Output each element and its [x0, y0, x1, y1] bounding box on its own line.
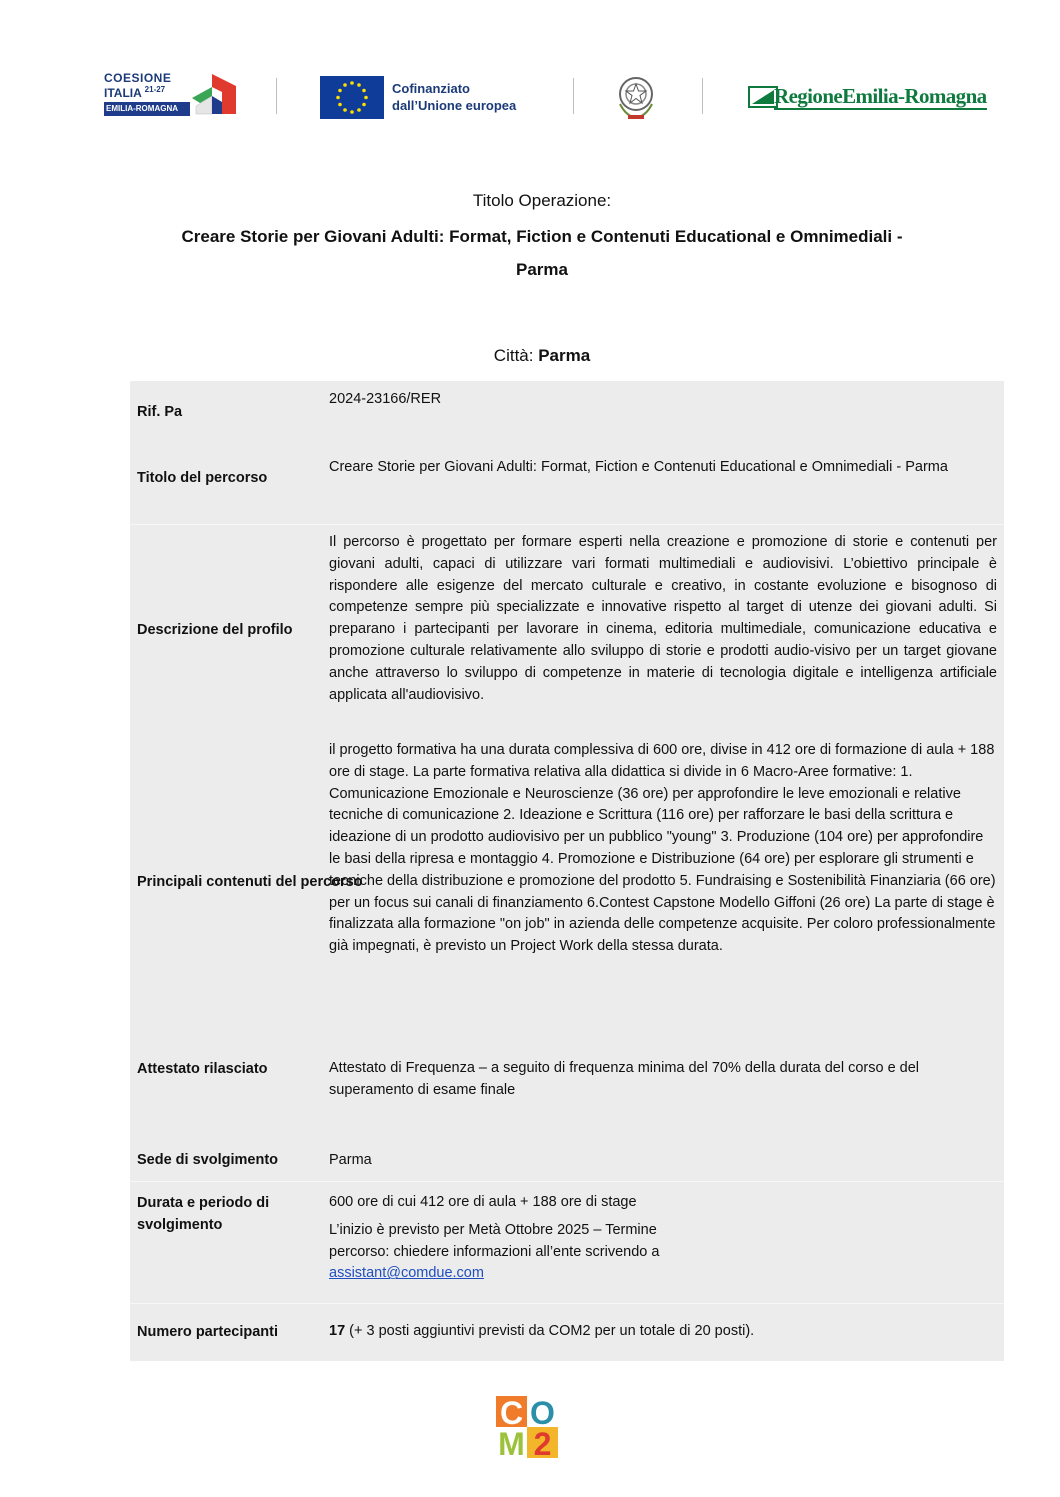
city-value: Parma: [538, 346, 591, 365]
com2-letter-2: 2: [533, 1426, 552, 1458]
row-label: Durata e periodo di svolgimento: [137, 1195, 270, 1233]
row-label: Principali contenuti del percorso: [137, 874, 363, 890]
row-value: Creare Storie per Giovani Adulti: Format, Fiction e Contenuti Educational e Omnimediali - Parma: [329, 459, 948, 475]
coesione-line2: ITALIA $^{21-27}$: [104, 85, 166, 100]
logo-divider: [573, 78, 574, 114]
operation-title: [140, 220, 944, 286]
operation-title-line1: Creare Storie per Giovani Adulti: Format, Fiction e Contenuti Educational e Omnimediali -: [181, 227, 903, 246]
row-value: Parma: [329, 1152, 372, 1168]
coesione-line1: COESIONE: [104, 71, 172, 85]
city-line: [0, 346, 1060, 366]
row-value: 2024-23166/RER: [329, 391, 442, 407]
eu-cofinanced-logo: [320, 76, 535, 120]
logo-strip: [100, 70, 987, 126]
com2-letter-c: C: [499, 1396, 524, 1431]
row-divider: [130, 1303, 1004, 1304]
italian-republic-emblem-icon: [612, 72, 660, 122]
coesione-region: EMILIA-ROMAGNA: [104, 102, 190, 116]
com2-letter-m: M: [498, 1426, 525, 1458]
durata-line2: L’inizio è previsto per Metà Ottobre 2025 – Termine percorso: chiedere informazioni all’ente scrivendo a: [329, 1221, 660, 1260]
operation-label: Titolo Operazione:: [472, 191, 612, 210]
row-label: Sede di svolgimento: [137, 1152, 278, 1168]
eu-text-line1: Cofinanziato: [392, 81, 470, 96]
row-value: [329, 1321, 997, 1343]
durata-line1: 600 ore di cui 412 ore di aula + 188 ore di stage: [329, 1194, 637, 1210]
com2-letter-o: O: [530, 1396, 555, 1431]
row-value: Attestato di Frequenza – a seguito di frequenza minima del 70% della durata del corso e del superamento di esame finale: [329, 1060, 920, 1098]
row-value: il progetto formativa ha una durata complessiva di 600 ore, divise in 412 ore di formazione di aula + 188 ore di stage. La parte formativa relativa alla didattica si divide in 6 Macro-Aree formative: 1. Comunicazione Emozionale e Neuroscienze (36 ore) per approfondire le leve emozionali e relative tecniche di comunicazione 2. Ideazione e Scrittura (116 ore) per rafforzare le basi della scrittura e ideazione di un prodotto audiovisivo per un pubblico "young" 3. Produzione (104 ore) per approfondire le basi della ripresa e montaggio 4. Promozione e Distribuzione (64 ore) per esplorare gli strumenti e tecniche della distribuzione e promozione del prodotto 5. Fundraising e Sostenibilità Finanziaria (66 ore) per un focus sui canali di finanziamento 6.Contest Capstone Modello Giffoni (26 ore) La parte di stage è finalizzata alla formazione "on job" in azienda delle competenze acquisite. Per coloro professionalmente già impegnati, è previsto un Project Work della stessa durata.: [329, 742, 996, 955]
coesione-arrow-icon: [186, 72, 238, 118]
row-label: Rif. Pa: [137, 404, 183, 420]
operation-title-line2: Parma: [516, 260, 568, 279]
row-label: Attestato rilasciato: [137, 1061, 268, 1077]
coesione-italia-logo: [104, 70, 236, 120]
logo-divider: [702, 78, 703, 114]
eu-text: [392, 80, 516, 114]
row-label: Titolo del percorso: [137, 470, 268, 486]
row-value: [329, 1192, 997, 1285]
course-info-table: [130, 381, 1004, 1361]
row-label: Numero partecipanti: [137, 1324, 278, 1340]
eu-flag-icon: [320, 76, 384, 119]
regione-name: RegioneEmilia-Romagna: [774, 84, 987, 108]
city-label: Città:: [493, 346, 539, 365]
logo-divider: [276, 78, 277, 114]
participants-count: 17: [329, 1323, 346, 1339]
row-label: Descrizione del profilo: [137, 622, 293, 638]
eu-text-line2: dall’Unione europea: [392, 98, 517, 113]
com2-logo: [496, 1396, 558, 1458]
row-value: Il percorso è progettato per formare esperti nella creazione e promozione di storie e contenuti per giovani adulti, capaci di utilizzare vari formati multimediali e audiovisivi. L’obiettivo principale è rispondere alle esigenze del mercato culturale e creativo, in costante evoluzione e bisognoso di competenze sempre più specializzate e innovative rispetto al target di utenze dei giovani adulti. Si preparano i partecipanti per lavorare in cinema, editoria multimediale, comunicazione educativa e promozione culturale relativamente allo sviluppo di storie e prodotti audio-visivo per un target giovane anche attraverso lo sviluppo di competenze in materie di tecnologia digitale e intelligenza artificiale applicata all'audiovisivo.: [329, 534, 997, 703]
row-divider: [130, 524, 1004, 525]
regione-emilia-romagna-logo: [748, 82, 987, 114]
contact-email-link[interactable]: assistant@comdue.com: [329, 1265, 484, 1282]
participants-note: (+ 3 posti aggiuntivi previsti da COM2 per un totale di 20 posti).: [345, 1323, 755, 1339]
row-divider: [130, 1181, 1004, 1182]
